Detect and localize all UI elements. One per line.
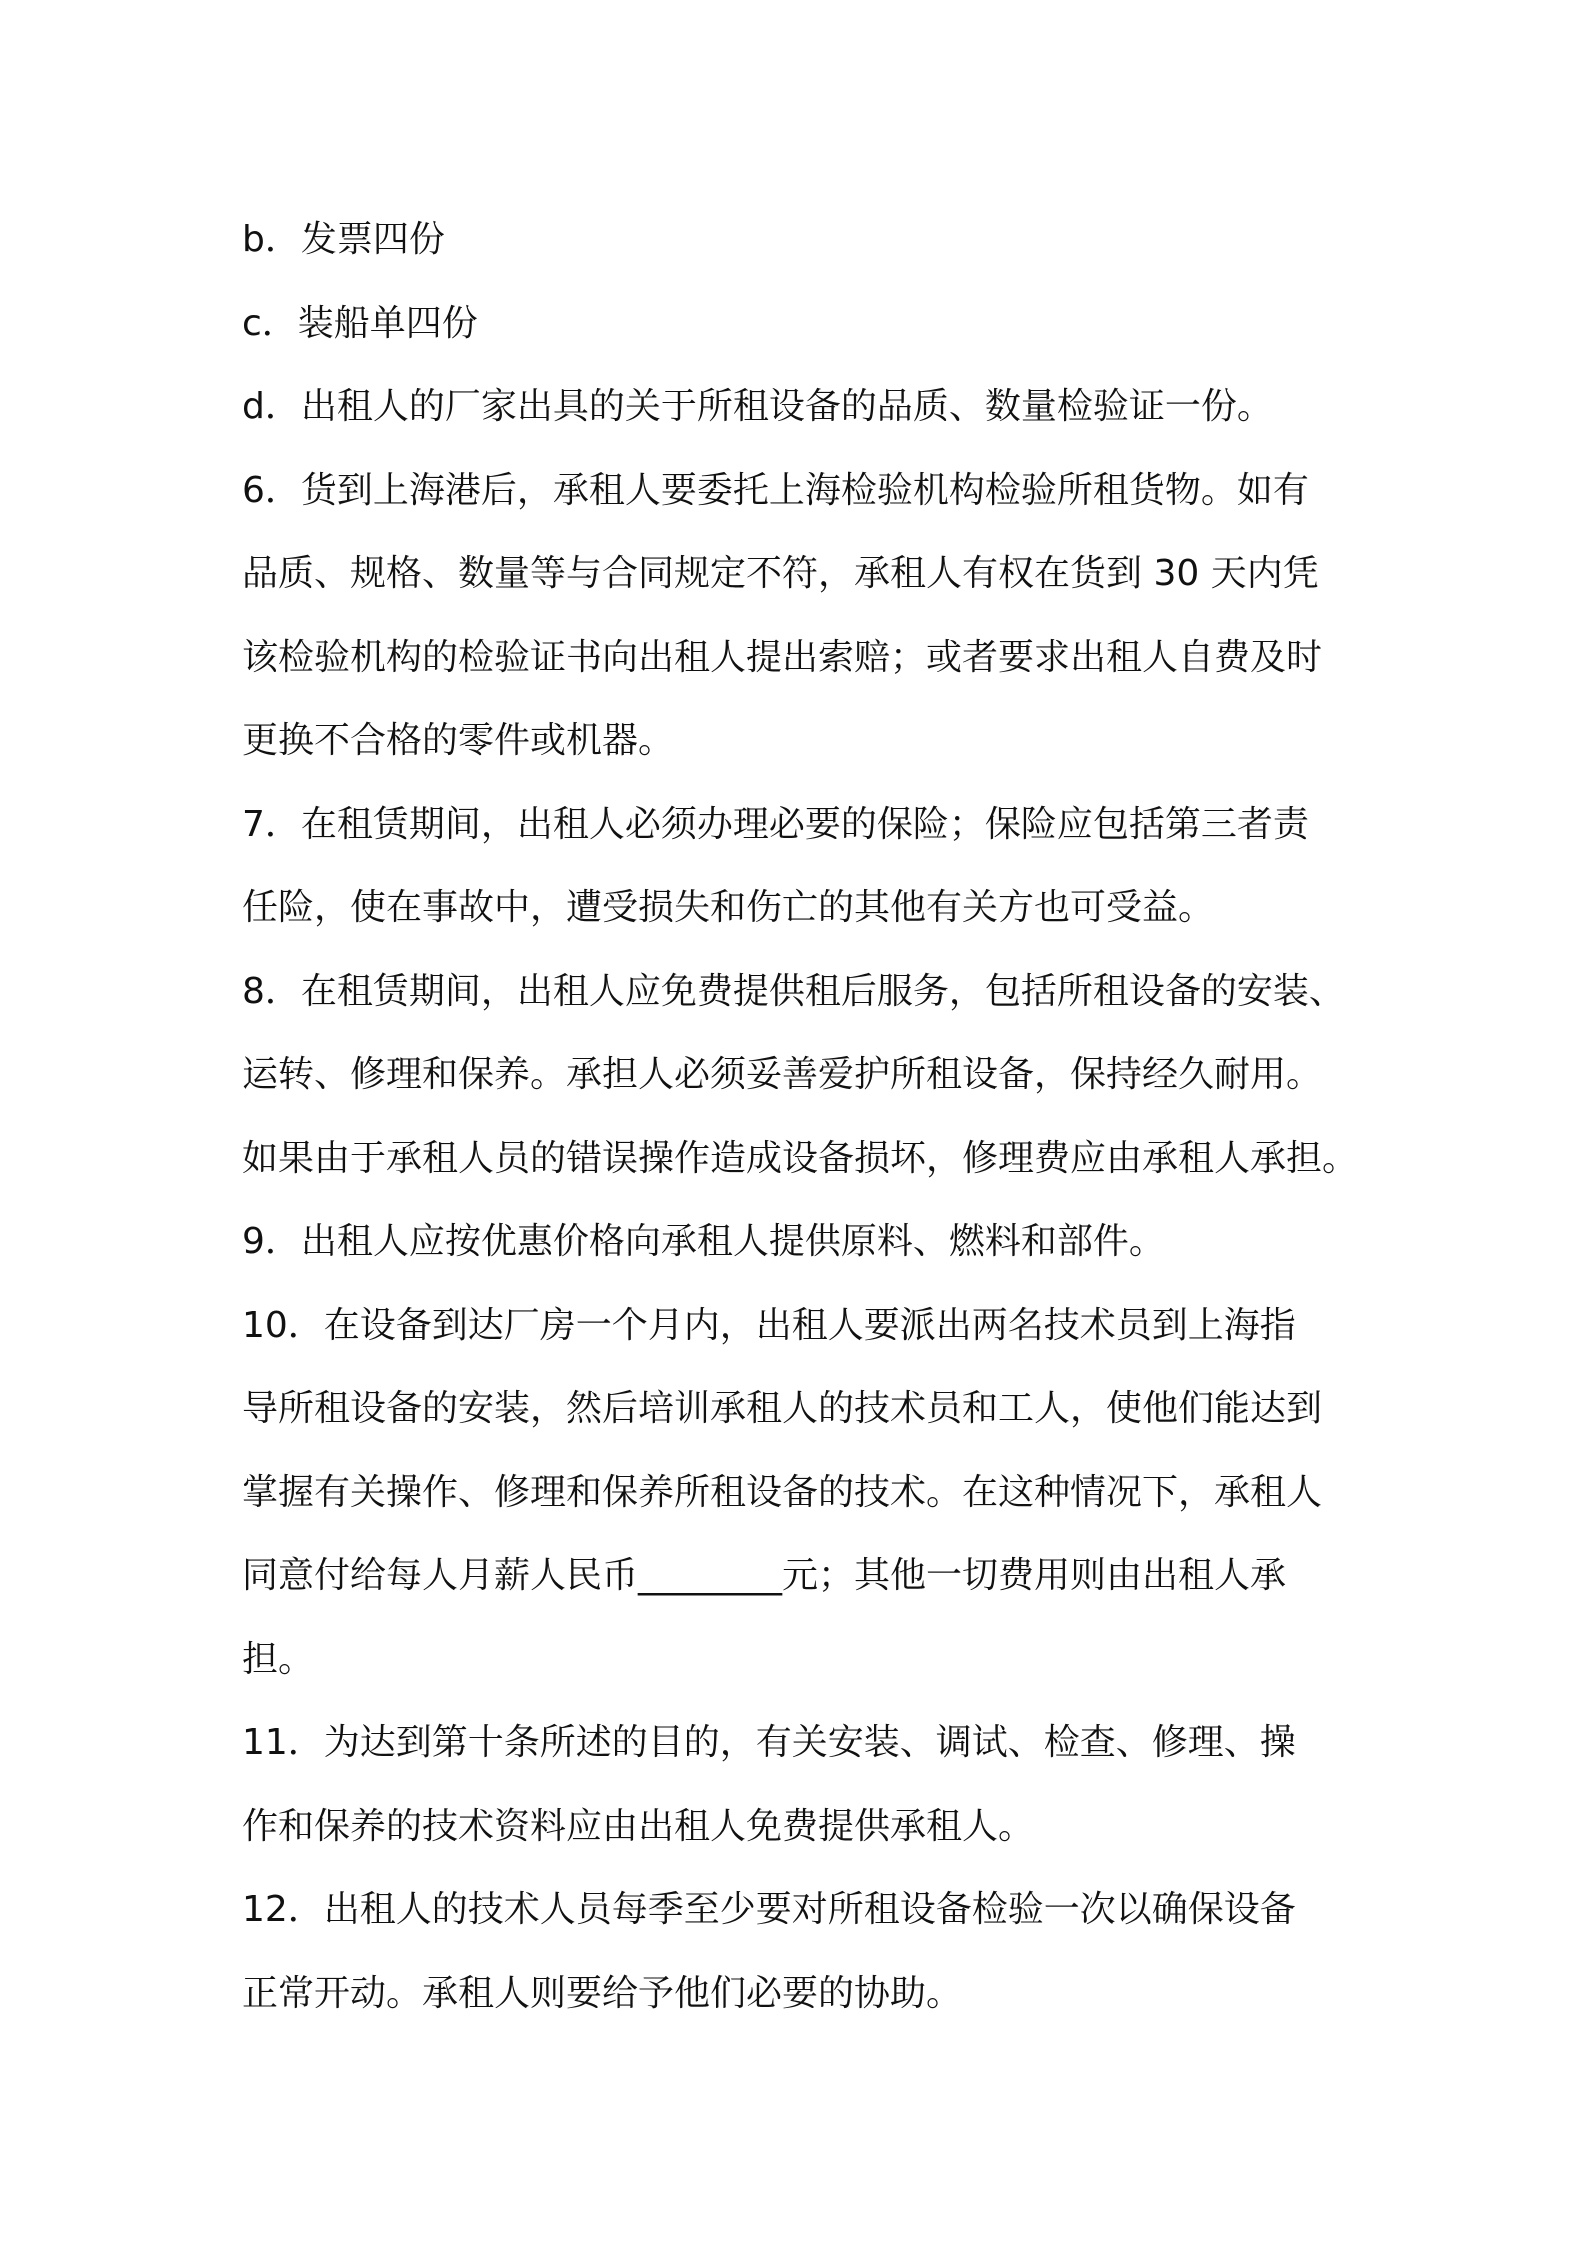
text-line: 8．在租赁期间，出租人应免费提供租后服务，包括所租设备的安装、 — [242, 970, 1345, 1012]
text-line: 11．为达到第十条所述的目的，有关安装、调试、检查、修理、操 — [242, 1722, 1296, 1763]
text-line: 9．出租人应按优惠价格向承租人提供原料、燃料和部件。 — [242, 1221, 1165, 1262]
text-line: 掌握有关操作、修理和保养所租设备的技术。在这种情况下，承租人 — [242, 1471, 1323, 1513]
text-line: 导所租设备的安装，然后培训承租人的技术员和工人，使他们能达到 — [242, 1388, 1323, 1429]
text-line: 品质、规格、数量等与合同规定不符，承租人有权在货到 30 天内凭 — [242, 553, 1319, 594]
text-line: 作和保养的技术资料应由出租人免费提供承租人。 — [242, 1805, 1035, 1847]
text-line: d．出租人的厂家出具的关于所租设备的品质、数量检验证一份。 — [242, 386, 1273, 427]
text-line: 担。 — [242, 1638, 315, 1680]
text-line: 10．在设备到达厂房一个月内，出租人要派出两名技术员到上海指 — [242, 1304, 1296, 1346]
text-line: 运转、修理和保养。承担人必须妥善爱护所租设备，保持经久耐用。 — [242, 1054, 1323, 1095]
text-line: 如果由于承租人员的错误操作造成设备损坏，修理费应由承租人承担。 — [242, 1137, 1359, 1179]
text-line: 正常开动。承租人则要给予他们必要的协助。 — [242, 1972, 963, 2014]
text-line: 该检验机构的检验证书向出租人提出索赔；或者要求出租人自费及时 — [242, 636, 1323, 678]
text-line: b．发票四份 — [242, 219, 445, 260]
text-line: 任险，使在事故中，遭受损失和伤亡的其他有关方也可受益。 — [242, 887, 1215, 928]
contract-text — [242, 198, 1382, 2035]
text-line: 同意付给每人月薪人民币________元；其他一切费用则由出租人承 — [242, 1555, 1287, 1596]
text-line: 12．出租人的技术人员每季至少要对所租设备检验一次以确保设备 — [242, 1889, 1296, 1930]
text-line: 6．货到上海港后，承租人要委托上海检验机构检验所租货物。如有 — [242, 469, 1309, 511]
text-line: 7．在租赁期间，出租人必须办理必要的保险；保险应包括第三者责 — [242, 803, 1309, 845]
text-line: c．装船单四份 — [242, 302, 478, 344]
text-line: 更换不合格的零件或机器。 — [242, 720, 675, 761]
